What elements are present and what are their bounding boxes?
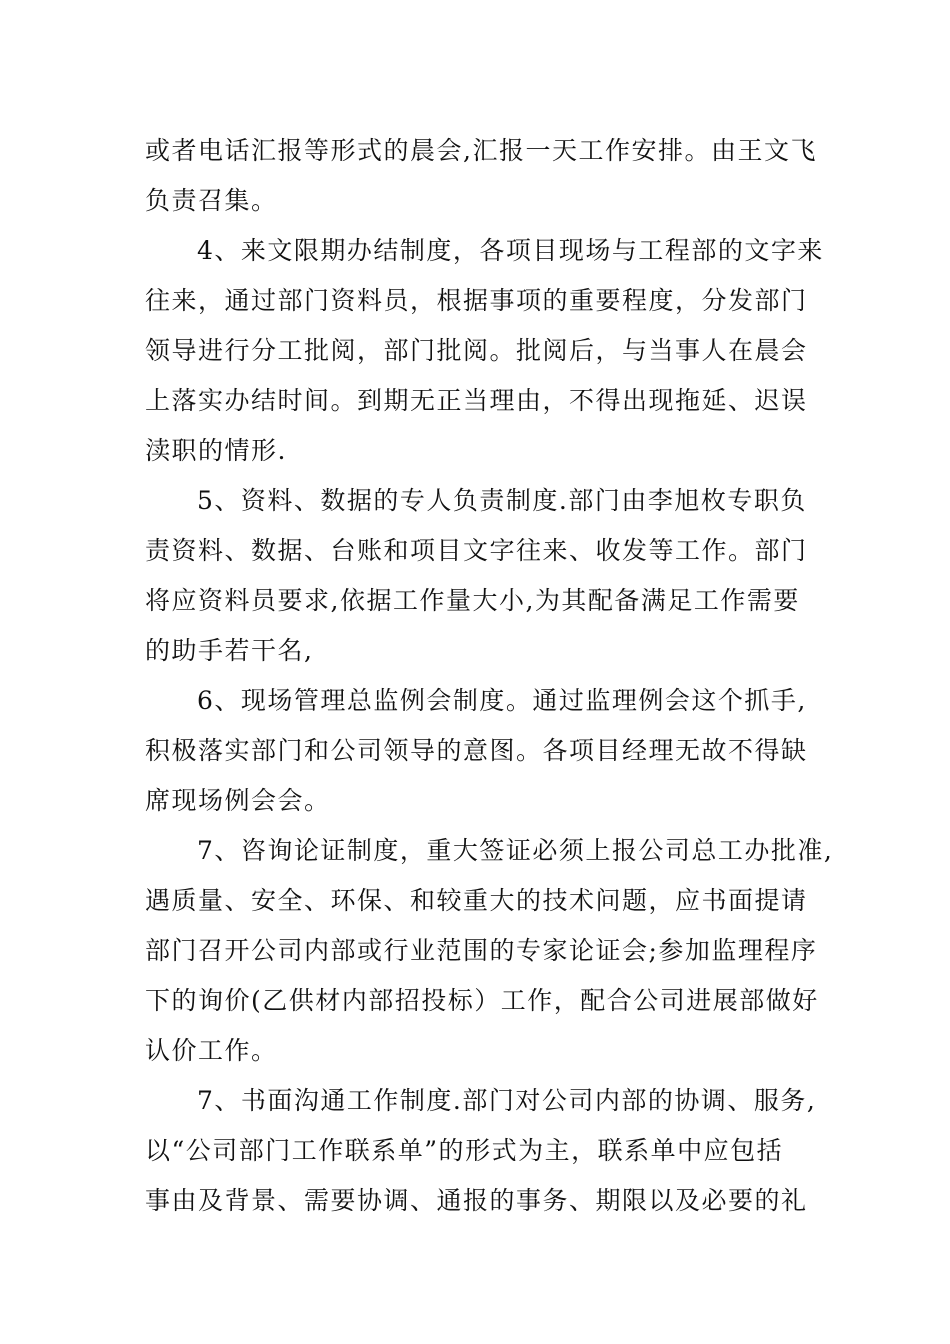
text-line: 往来，通过部门资料员，根据事项的重要程度，分发部门 — [145, 286, 808, 315]
text-line: 上落实办结时间。到期无正当理由，不得出现拖延、迟误 — [145, 386, 808, 415]
paragraph-item-5 — [145, 476, 815, 676]
text-line: 6、现场管理总监例会制度。通过监理例会这个抓手, — [197, 686, 807, 715]
text-line: 事由及背景、需要协调、通报的事务、期限以及必要的礼 — [145, 1186, 808, 1215]
text-line: 下的询价(乙供材内部招投标）工作，配合公司进展部做好 — [145, 986, 819, 1015]
paragraph-item-4 — [145, 226, 824, 476]
text-line: 席现场例会会。 — [145, 786, 331, 815]
text-line: 以“公司部门工作联系单”的形式为主，联系单中应包括 — [145, 1136, 784, 1165]
text-line: 领导进行分工批阅，部门批阅。批阅后，与当事人在晨会 — [145, 336, 808, 365]
text-line: 渎职的情形. — [145, 436, 287, 465]
paragraph-continued-morning-meeting — [145, 126, 815, 226]
text-line: 或者电话汇报等形式的晨会,汇报一天工作安排。由王文飞 — [145, 136, 817, 165]
text-line: 将应资料员要求,依据工作量大小,为其配备满足工作需要 — [145, 586, 800, 615]
text-line: 积极落实部门和公司领导的意图。各项目经理无故不得缺 — [145, 736, 808, 765]
text-line: 5、资料、数据的专人负责制度.部门由李旭枚专职负 — [197, 486, 807, 515]
text-line: 认价工作。 — [145, 1036, 278, 1065]
text-line: 7、咨询论证制度，重大签证必须上报公司总工办批准, — [197, 836, 834, 865]
paragraph-item-6 — [145, 676, 815, 826]
document-body — [145, 126, 834, 1226]
text-line: 遇质量、安全、环保、和较重大的技术问题，应书面提请 — [145, 886, 808, 915]
text-line: 的助手若干名, — [145, 636, 314, 665]
paragraph-item-7-consultation — [145, 826, 834, 1076]
text-line: 责资料、数据、台账和项目文字往来、收发等工作。部门 — [145, 536, 808, 565]
text-line: 7、书面沟通工作制度.部门对公司内部的协调、服务, — [197, 1086, 817, 1115]
paragraph-item-7-written-communication — [145, 1076, 815, 1226]
text-line: 负责召集。 — [145, 186, 278, 215]
text-line: 部门召开公司内部或行业范围的专家论证会;参加监理程序 — [145, 936, 818, 965]
text-line: 4、来文限期办结制度，各项目现场与工程部的文字来 — [197, 236, 824, 265]
